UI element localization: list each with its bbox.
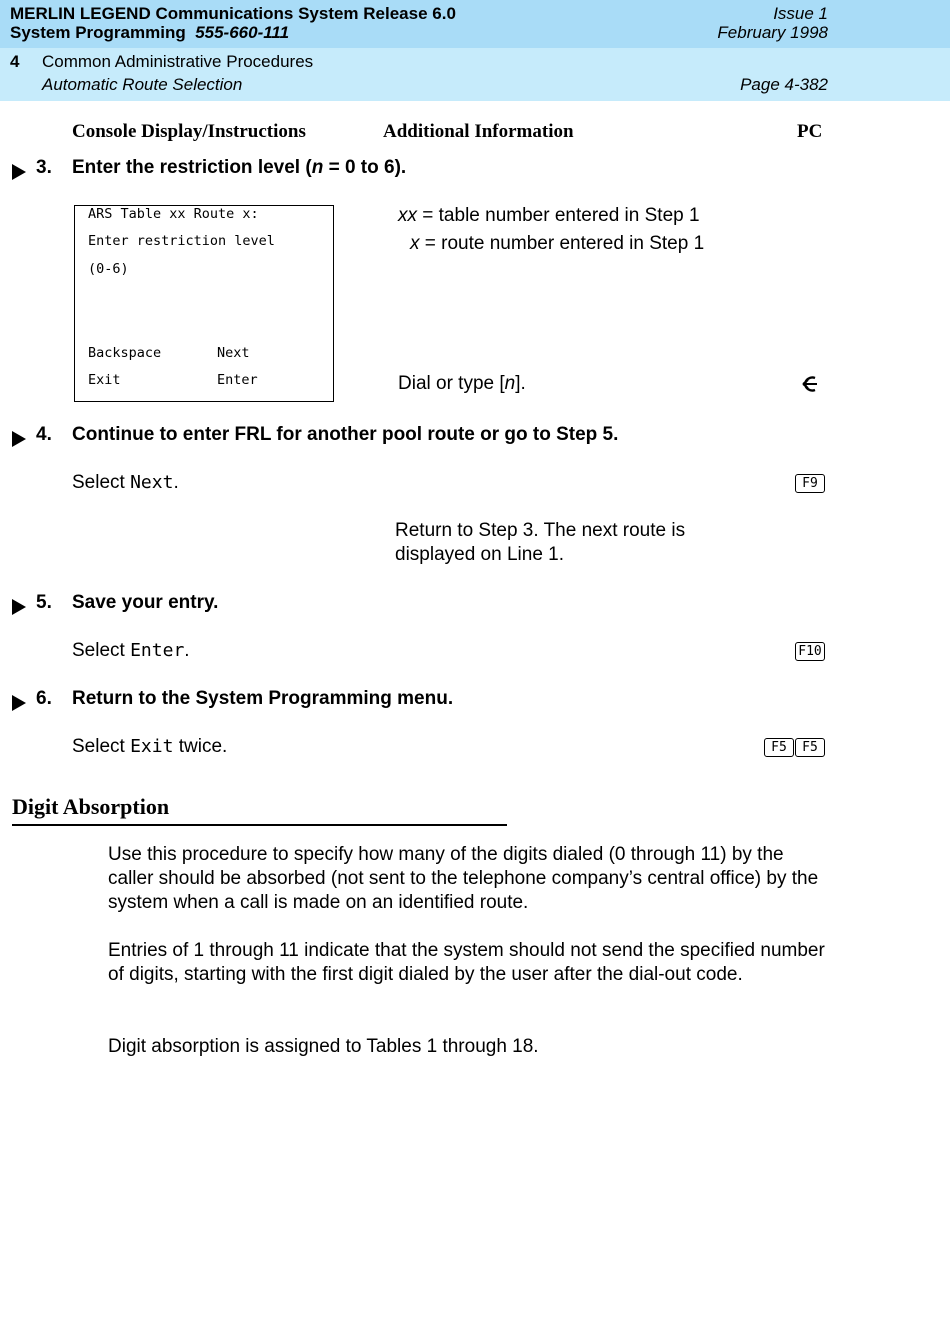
- softkey-exit[interactable]: Exit: [88, 372, 121, 388]
- step-title: Return to the System Programming menu.: [72, 688, 454, 709]
- select-instruction: [72, 736, 227, 758]
- chapter-title: Common Administrative Procedures: [42, 52, 314, 71]
- select-suffix: twice.: [173, 736, 228, 757]
- section-heading: Digit Absorption: [12, 794, 170, 819]
- select-text: Select: [72, 472, 131, 493]
- doc-subtitle-text: System Programming: [10, 23, 186, 42]
- info-route-number: [410, 233, 704, 255]
- paragraph: Entries of 1 through 11 indicate that the system should not send the specified number of digits, starting with the first digit dialed by the user after the dial-out code.: [108, 940, 825, 985]
- column-heading-info: Additional Information: [383, 121, 574, 142]
- console-display: [74, 205, 334, 402]
- paragraph: Use this procedure to specify how many of the digits dialed (0 through 11) by the caller should be absorbed (not sent to the telephone company’s central office) by the system when a call is made on an identified route.: [108, 844, 819, 913]
- select-option-enter: Enter: [130, 640, 185, 661]
- section-title: Automatic Route Selection: [42, 75, 243, 94]
- info-table-number: [398, 205, 700, 227]
- step-number: 6.: [36, 688, 52, 709]
- issue-label: Issue 1: [773, 4, 828, 23]
- info-variable: xx: [398, 205, 417, 226]
- page-number: Page 4-382: [740, 75, 828, 94]
- step-title: Continue to enter FRL for another pool route or go to Step 5.: [72, 424, 619, 445]
- select-text: Select: [72, 736, 131, 757]
- step-arrow-icon: [12, 164, 26, 180]
- softkey-backspace[interactable]: Backspace: [88, 345, 162, 361]
- column-heading-console: Console Display/Instructions: [72, 121, 306, 142]
- select-instruction: [72, 640, 190, 662]
- function-key-f5: F5: [795, 738, 825, 757]
- doc-subtitle: [10, 23, 289, 43]
- paragraph: Digit absorption is assigned to Tables 1 through 18.: [108, 1036, 539, 1057]
- dial-text-end: ].: [515, 373, 526, 394]
- dial-text: Dial or type [: [398, 373, 505, 394]
- step-number: 4.: [36, 424, 52, 445]
- return-key-icon: [799, 375, 819, 393]
- softkey-enter[interactable]: Enter: [217, 372, 258, 388]
- doc-title: MERLIN LEGEND Communications System Release 6.0: [10, 4, 456, 23]
- step-number: 5.: [36, 592, 52, 613]
- dial-instruction: [398, 373, 526, 395]
- select-suffix: .: [173, 472, 179, 493]
- info-text: = table number entered in Step 1: [417, 205, 700, 226]
- doc-number: 555-660-111: [195, 23, 290, 42]
- column-heading-pc: PC: [797, 121, 823, 142]
- step-title: [72, 157, 406, 179]
- step-title-variable: n: [311, 157, 324, 178]
- info-line: Return to Step 3. The next route is: [395, 520, 686, 541]
- dial-variable: n: [504, 373, 516, 394]
- date-label: February 1998: [717, 23, 828, 42]
- function-key-f5: F5: [764, 738, 794, 757]
- select-suffix: .: [184, 640, 190, 661]
- step-arrow-icon: [12, 431, 26, 447]
- step-title-text: Enter the restriction level (: [72, 157, 312, 178]
- chapter-number: 4: [10, 52, 20, 71]
- console-line-2: Enter restriction level: [88, 233, 275, 249]
- select-option-exit: Exit: [130, 736, 174, 757]
- info-variable: x: [410, 233, 420, 254]
- softkey-next[interactable]: Next: [217, 345, 250, 361]
- step-title-text-end: = 0 to 6).: [323, 157, 407, 178]
- function-key-f9: F9: [795, 474, 825, 493]
- select-instruction: [72, 472, 179, 494]
- select-option-next: Next: [130, 472, 174, 493]
- step-number: 3.: [36, 157, 52, 178]
- heading-rule: [12, 824, 507, 826]
- info-text: = route number entered in Step 1: [419, 233, 705, 254]
- step-title: Save your entry.: [72, 592, 219, 613]
- step-arrow-icon: [12, 695, 26, 711]
- function-key-f10: F10: [795, 642, 825, 661]
- info-line: displayed on Line 1.: [395, 544, 565, 565]
- select-text: Select: [72, 640, 131, 661]
- console-line-3: (0-6): [88, 261, 129, 277]
- step-arrow-icon: [12, 599, 26, 615]
- console-line-1: ARS Table xx Route x:: [88, 206, 259, 222]
